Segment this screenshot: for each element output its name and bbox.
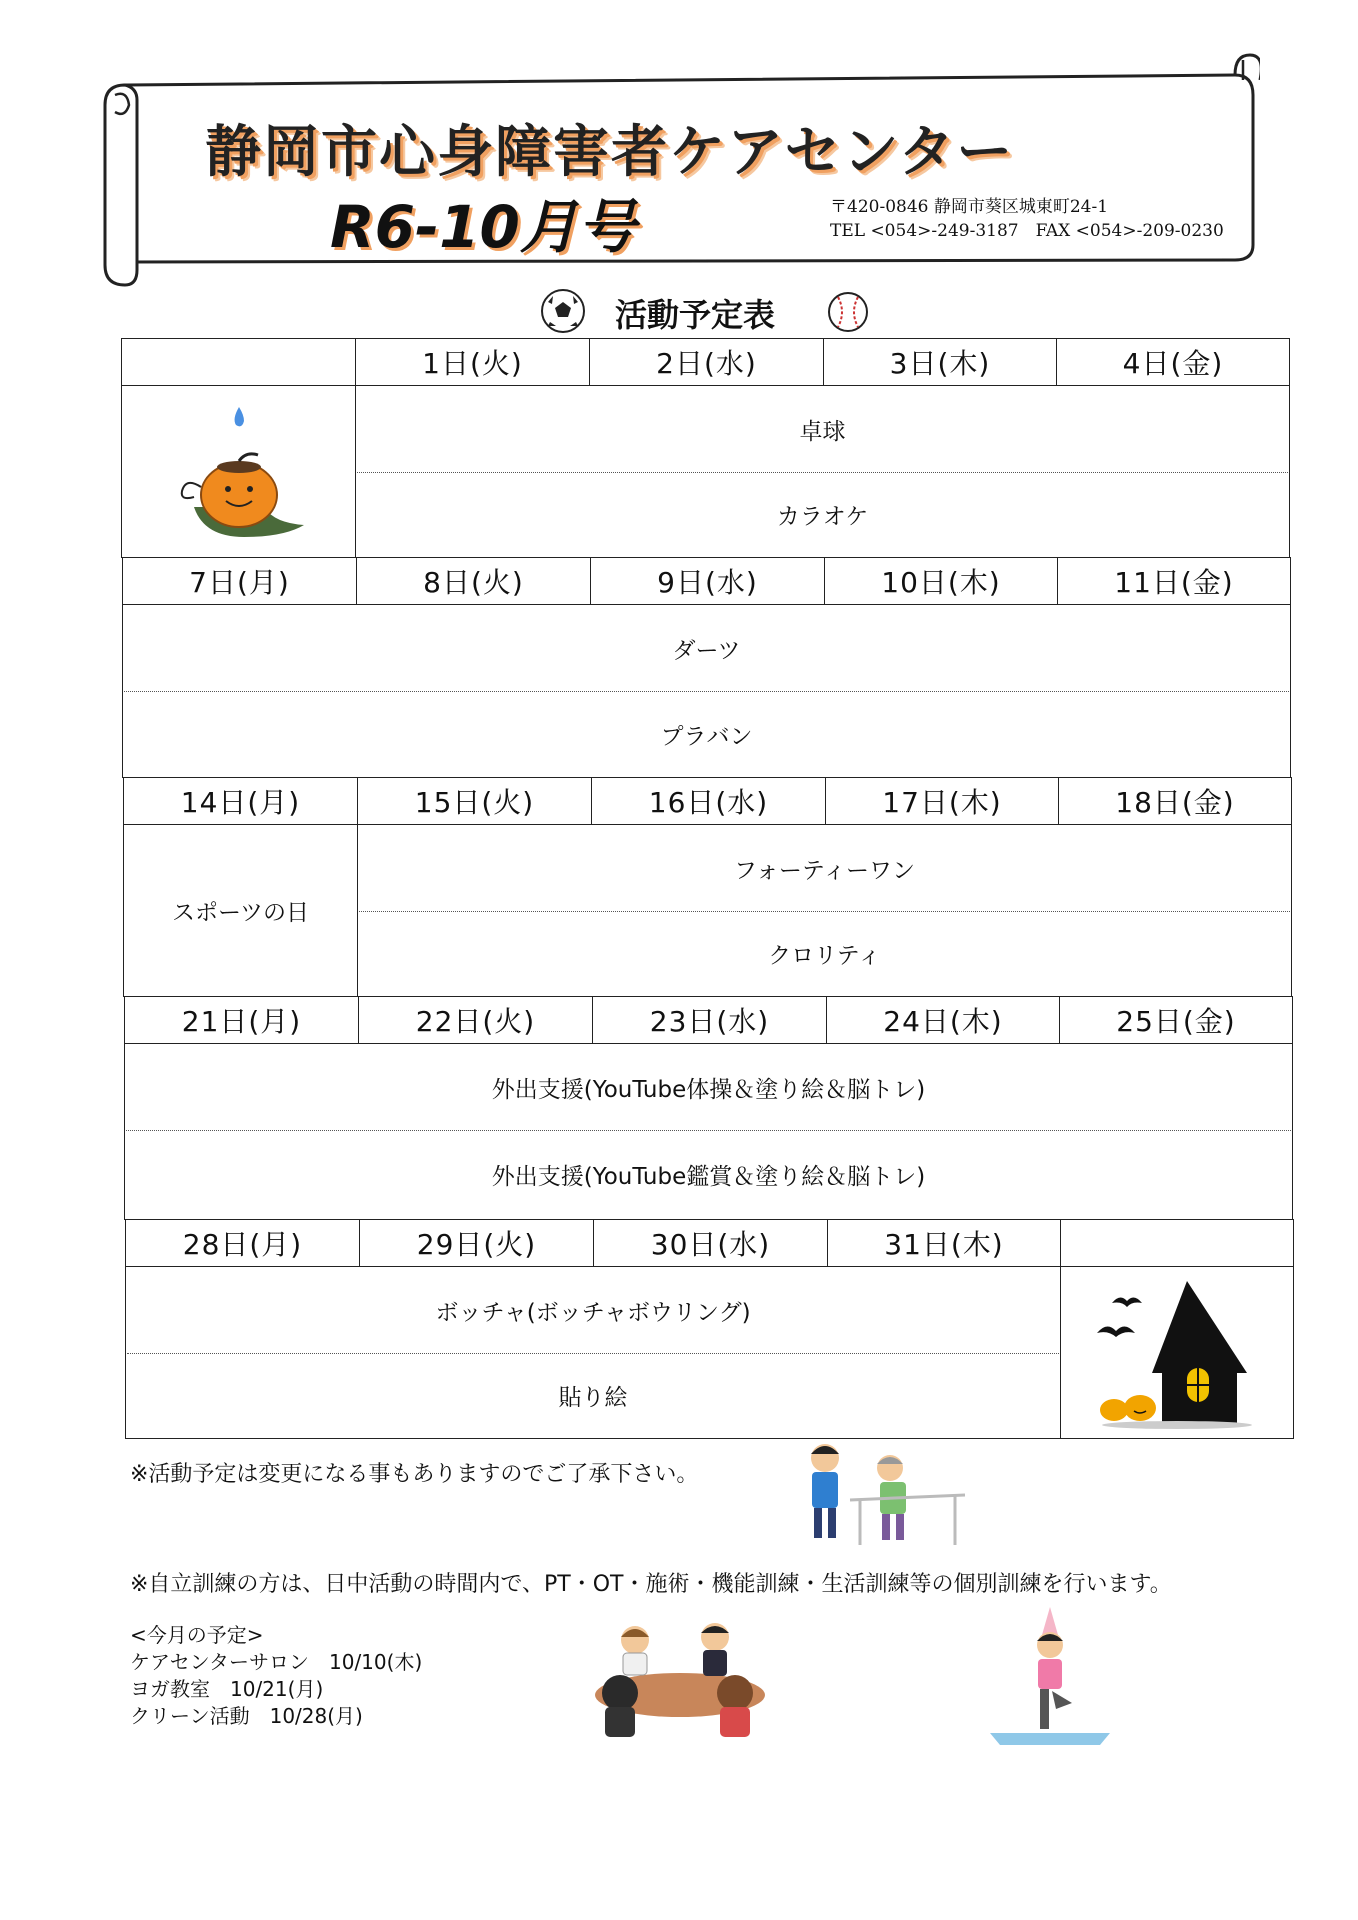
address-text: 〒420-0846 静岡市葵区城東町24-1 bbox=[830, 197, 1109, 217]
haunted-house-icon bbox=[1092, 1273, 1262, 1433]
day-header: 23日(水) bbox=[592, 996, 827, 1044]
day-header: 29日(火) bbox=[359, 1219, 594, 1267]
activity-cell: 外出支援(YouTube鑑賞＆塗り絵＆脳トレ) bbox=[124, 1130, 1293, 1220]
day-header: 21日(月) bbox=[124, 996, 359, 1044]
meeting-illustration bbox=[585, 1615, 775, 1745]
day-header: 2日(水) bbox=[589, 338, 824, 386]
day-header: 8日(火) bbox=[356, 557, 591, 605]
day-header: 10日(木) bbox=[824, 557, 1058, 605]
issue-title: R6-10月号 bbox=[330, 193, 636, 261]
day-header: 11日(金) bbox=[1057, 557, 1291, 605]
haunted-house-cell bbox=[1060, 1266, 1294, 1439]
day-header: 31日(木) bbox=[827, 1219, 1061, 1267]
day-header: 28日(月) bbox=[125, 1219, 360, 1267]
pumpkin-illustration-cell bbox=[121, 385, 356, 558]
day-header: 18日(金) bbox=[1058, 777, 1292, 825]
activity-cell: 外出支援(YouTube体操＆塗り絵＆脳トレ) bbox=[124, 1043, 1293, 1131]
activity-cell: カラオケ bbox=[355, 472, 1290, 558]
blank-header-cell bbox=[1060, 1219, 1294, 1267]
monthly-item: ケアセンターサロン 10/10(木) bbox=[130, 1650, 423, 1674]
day-header: 1日(火) bbox=[355, 338, 590, 386]
training-notice: ※自立訓練の方は、日中活動の時間内で、PT・OT・施術・機能訓練・生活訓練等の個別訓練を行います。 bbox=[130, 1572, 1172, 1597]
monthly-item: クリーン活動 10/28(月) bbox=[130, 1704, 363, 1728]
day-header: 25日(金) bbox=[1059, 996, 1293, 1044]
day-header: 16日(水) bbox=[591, 777, 826, 825]
day-header: 7日(月) bbox=[122, 557, 357, 605]
day-header: 14日(月) bbox=[123, 777, 358, 825]
schedule-title: 活動予定表 bbox=[615, 296, 776, 334]
day-header: 4日(金) bbox=[1056, 338, 1290, 386]
activity-cell: プラバン bbox=[122, 691, 1291, 778]
sports-day-cell: スポーツの日 bbox=[123, 824, 358, 997]
day-header: 3日(木) bbox=[823, 338, 1057, 386]
activity-cell: 貼り絵 bbox=[125, 1353, 1061, 1439]
baseball-icon bbox=[826, 290, 870, 334]
day-header: 22日(火) bbox=[358, 996, 593, 1044]
pumpkin-ghost-icon bbox=[164, 397, 314, 547]
day-header: 24日(木) bbox=[826, 996, 1060, 1044]
contact-text: TEL <054>-249-3187 FAX <054>-209-0230 bbox=[830, 221, 1224, 241]
day-header: 17日(木) bbox=[825, 777, 1059, 825]
blank-header-cell bbox=[121, 338, 356, 386]
change-notice: ※活動予定は変更になる事もありますのでご了承下さい。 bbox=[130, 1462, 699, 1487]
monthly-item: ヨガ教室 10/21(月) bbox=[130, 1677, 324, 1701]
day-header: 15日(火) bbox=[357, 777, 592, 825]
activity-cell: クロリティ bbox=[357, 911, 1292, 997]
activity-cell: 卓球 bbox=[355, 385, 1290, 473]
day-header: 9日(水) bbox=[590, 557, 825, 605]
center-name-title: 静岡市心身障害者ケアセンター bbox=[205, 120, 1015, 185]
activity-cell: フォーティーワン bbox=[357, 824, 1292, 912]
activity-cell: ボッチャ(ボッチャボウリング) bbox=[125, 1266, 1061, 1354]
yoga-illustration bbox=[980, 1605, 1120, 1750]
soccer-ball-icon bbox=[540, 288, 586, 334]
day-header: 30日(水) bbox=[593, 1219, 828, 1267]
activity-cell: ダーツ bbox=[122, 604, 1291, 692]
monthly-heading: <今月の予定> bbox=[130, 1623, 264, 1647]
rehab-walking-illustration bbox=[790, 1440, 970, 1550]
